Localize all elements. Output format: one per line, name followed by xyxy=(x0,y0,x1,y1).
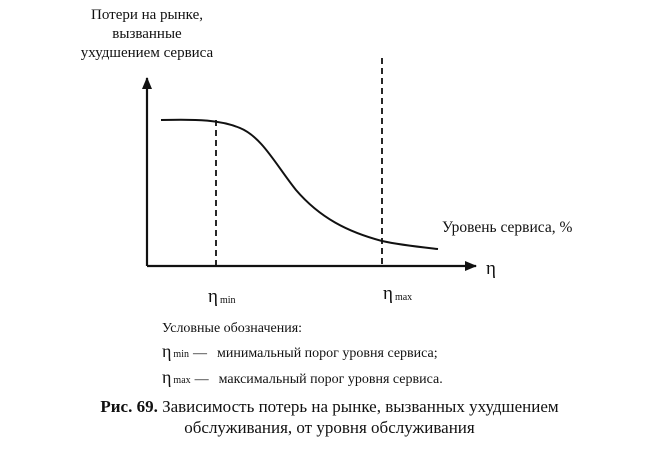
loss-curve xyxy=(161,120,438,249)
caption-figure-label: Рис. 69. xyxy=(100,397,158,416)
legend-min-symbol: η xyxy=(162,341,172,361)
caption-line-1 xyxy=(0,396,659,417)
legend-min-subscript: min xyxy=(173,349,189,360)
x-axis-symbol: η xyxy=(486,258,496,279)
legend-max-text: максимальный порог уровня сервиса. xyxy=(218,372,443,387)
legend-max-dash: — xyxy=(194,372,209,387)
eta-max-subscript: max xyxy=(394,292,413,303)
y-axis-label-line-3: ухудшением сервиса xyxy=(80,45,214,61)
x-axis-label: Уровень сервиса, % xyxy=(442,219,573,236)
legend-item-max xyxy=(162,366,443,392)
caption-line-2: обслуживания, от уровня обслуживания xyxy=(184,418,475,437)
caption-line-1-text: Зависимость потерь на рынке, вызванных ухудшением xyxy=(162,397,559,416)
legend-min-text: минимальный порог уровня сервиса; xyxy=(216,346,438,361)
legend-max-subscript: max xyxy=(173,375,191,386)
eta-max-symbol: η xyxy=(383,283,393,304)
legend-title xyxy=(162,318,443,340)
eta-min-subscript: min xyxy=(219,295,236,306)
eta-min-label xyxy=(208,287,236,309)
eta-max-label xyxy=(383,284,412,306)
legend-title-text: Условные обозначения: xyxy=(162,321,303,336)
y-axis-label-line-2: вызванные xyxy=(112,26,182,42)
figure-caption xyxy=(0,396,659,438)
y-axis-label-line-1: Потери на рынке, xyxy=(91,7,203,23)
y-axis-label xyxy=(52,6,242,63)
legend-item-min xyxy=(162,340,443,366)
legend-max-symbol: η xyxy=(162,367,172,387)
eta-min-symbol: η xyxy=(208,286,218,307)
legend-min-dash: — xyxy=(192,346,207,361)
legend xyxy=(162,318,443,392)
